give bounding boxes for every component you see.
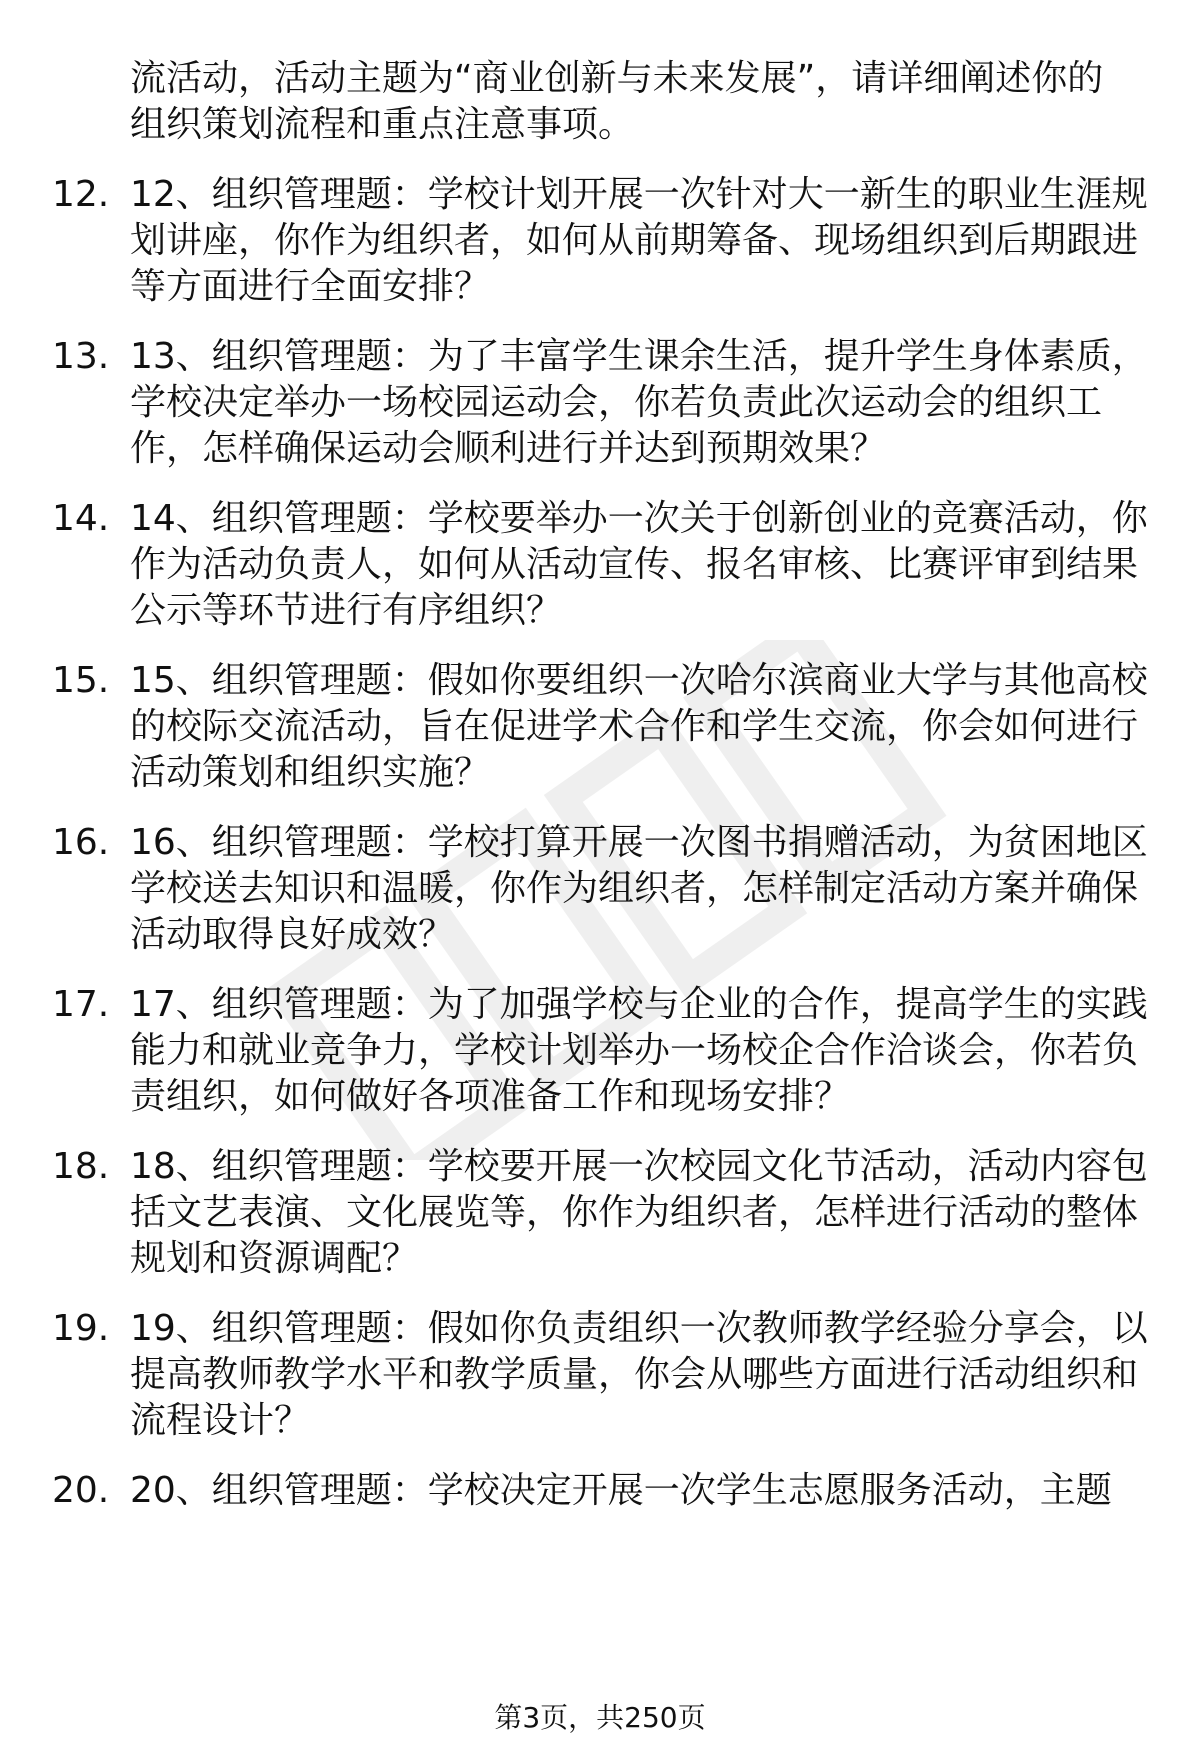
- item-14-line-1: 14、组织管理题：学校要举办一次关于创新创业的竞赛活动，你: [130, 498, 1148, 539]
- item-15-line-3: 活动策划和组织实施？: [130, 752, 491, 793]
- item-number-18: 18.: [52, 1146, 110, 1187]
- item-18-line-2: 括文艺表演、文化展览等，你作为组织者，怎样进行活动的整体: [130, 1192, 1139, 1233]
- item-12-line-2: 划讲座，你作为组织者，如何从前期筹备、现场组织到后期跟进: [130, 220, 1139, 261]
- item-15-line-1: 15、组织管理题：假如你要组织一次哈尔滨商业大学与其他高校: [130, 660, 1148, 701]
- item-15-line-2: 的校际交流活动，旨在促进学术合作和学生交流，你会如何进行: [130, 706, 1139, 747]
- item-12-line-1: 12、组织管理题：学校计划开展一次针对大一新生的职业生涯规: [130, 174, 1148, 215]
- page-footer: 第3页，共250页: [494, 1701, 706, 1734]
- item-16-line-3: 活动取得良好成效？: [130, 914, 455, 955]
- item-18-line-3: 规划和资源调配？: [130, 1238, 419, 1279]
- continuation-line-1: 流活动，活动主题为“商业创新与未来发展”，请详细阐述你的: [130, 58, 1104, 99]
- item-16-line-2: 学校送去知识和温暖，你作为组织者，怎样制定活动方案并确保: [130, 868, 1139, 909]
- item-19-line-2: 提高教师教学水平和教学质量，你会从哪些方面进行活动组织和: [130, 1354, 1139, 1395]
- item-18-line-1: 18、组织管理题：学校要开展一次校园文化节活动，活动内容包: [130, 1146, 1148, 1187]
- item-number-12: 12.: [52, 174, 110, 215]
- item-number-13: 13.: [52, 336, 110, 377]
- item-13-line-2: 学校决定举办一场校园运动会，你若负责此次运动会的组织工: [130, 382, 1103, 423]
- item-13-line-3: 作，怎样确保运动会顺利进行并达到预期效果？: [130, 428, 887, 469]
- item-17-line-3: 责组织，如何做好各项准备工作和现场安排？: [130, 1076, 851, 1117]
- item-17-line-1: 17、组织管理题：为了加强学校与企业的合作，提高学生的实践: [130, 984, 1148, 1025]
- item-number-17: 17.: [52, 984, 110, 1025]
- item-20-line-1: 20、组织管理题：学校决定开展一次学生志愿服务活动，主题: [130, 1470, 1112, 1511]
- item-14-line-3: 公示等环节进行有序组织？: [130, 590, 563, 631]
- item-19-line-1: 19、组织管理题：假如你负责组织一次教师教学经验分享会，以: [130, 1308, 1148, 1349]
- continuation-line-2: 组织策划流程和重点注意事项。: [130, 104, 635, 145]
- item-19-line-3: 流程设计？: [130, 1400, 311, 1441]
- item-13-line-1: 13、组织管理题：为了丰富学生课余生活，提升学生身体素质，: [130, 336, 1148, 377]
- item-17-line-2: 能力和就业竞争力，学校计划举办一场校企合作洽谈会，你若负: [130, 1030, 1139, 1071]
- item-number-14: 14.: [52, 498, 110, 539]
- item-16-line-1: 16、组织管理题：学校打算开展一次图书捐赠活动，为贫困地区: [130, 822, 1148, 863]
- item-number-15: 15.: [52, 660, 110, 701]
- item-number-19: 19.: [52, 1308, 110, 1349]
- item-14-line-2: 作为活动负责人，如何从活动宣传、报名审核、比赛评审到结果: [130, 544, 1139, 585]
- item-12-line-3: 等方面进行全面安排？: [130, 266, 491, 307]
- item-number-20: 20.: [52, 1470, 110, 1511]
- item-number-16: 16.: [52, 822, 110, 863]
